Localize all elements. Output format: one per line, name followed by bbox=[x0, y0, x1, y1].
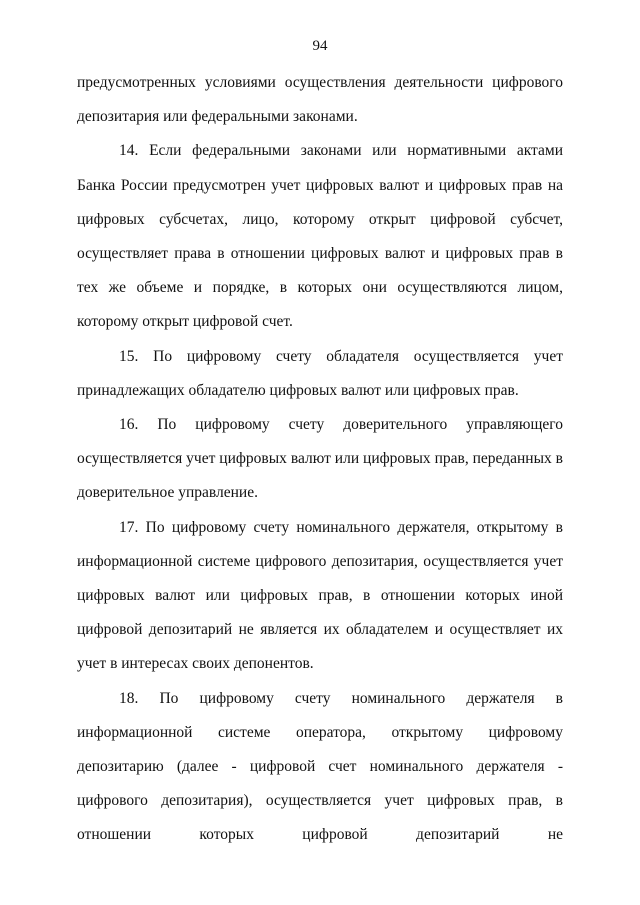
paragraph-item-18: 18. По цифровому счету номинального держателя в информационной системе оператора, открытому цифровому депозитарию (далее - цифровой счет номинального держателя - цифрового депозитария), осуществляется учет цифровых прав, в отношении которых цифровой депозитарий не bbox=[77, 689, 563, 844]
paragraph-item-16: 16. По цифровому счету доверительного управляющего осуществляется учет цифровых валют или цифровых прав, переданных в доверительное управление. bbox=[77, 416, 563, 502]
page-number: 94 bbox=[312, 38, 328, 54]
document-body bbox=[77, 66, 563, 853]
paragraph-item-14: 14. Если федеральными законами или нормативными актами Банка России предусмотрен учет цифровых валют и цифровых прав на цифровых субсчетах, лицо, которому открыт цифровой субсчет, осуществляет права в отношении цифровых валют и цифровых прав в тех же объеме и порядке, в которых они осуществляются лицом, которому открыт цифровой счет. bbox=[77, 142, 563, 331]
paragraph-item-17: 17. По цифровому счету номинального держателя, открытому в информационной системе цифрового депозитария, осуществляется учет цифровых валют или цифровых прав, в отношении которых иной цифровой депозитарий не является их обладателем и осуществляет их учет в интересах своих депонентов. bbox=[77, 518, 563, 673]
paragraph-continuation: предусмотренных условиями осуществления деятельности цифрового депозитария или федеральными законами. bbox=[77, 74, 563, 126]
paragraph-item-15: 15. По цифровому счету обладателя осуществляется учет принадлежащих обладателю цифровых валют или цифровых прав. bbox=[77, 347, 563, 399]
